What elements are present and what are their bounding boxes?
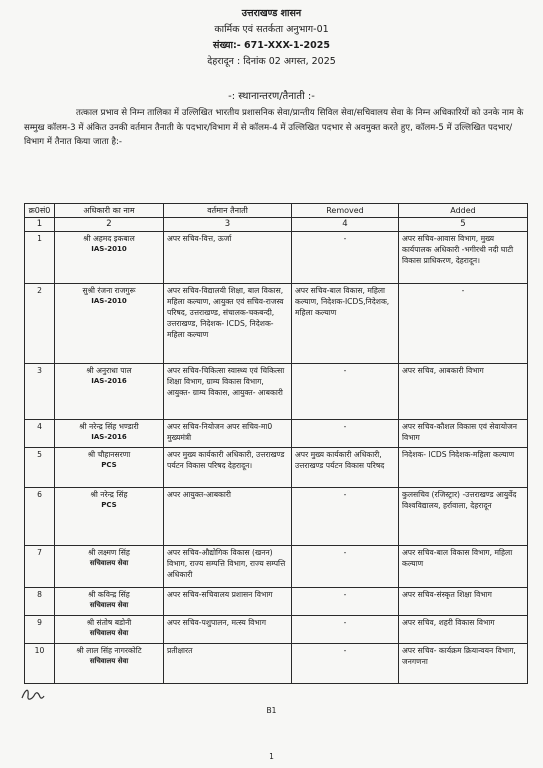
subject-line: -: स्थानान्तरण/तैनाती :- — [228, 91, 315, 102]
added-posting: - — [399, 284, 528, 364]
removed-posting: अपर सचिव-बाल विकास, महिला कल्याण, निदेशक-ICDS,निदेशक, महिला कल्याण — [292, 284, 399, 364]
officer-service: IAS-2010 — [91, 297, 127, 305]
row-sn: 5 — [25, 448, 55, 488]
officer-service: सचिवालय सेवा — [89, 601, 129, 609]
header-current: वर्तमान तैनाती — [164, 204, 292, 218]
current-posting: अपर सचिव-पशुपालन, मत्स्य विभाग — [164, 616, 292, 644]
header-added: Added — [399, 204, 528, 218]
officer-cell — [55, 588, 164, 616]
officer-name: श्री लक्ष्मण सिंह — [88, 548, 130, 557]
place-date: देहरादून : दिनांक 02 अगस्त, 2025 — [207, 56, 336, 67]
added-posting: अपर सचिव- कार्यक्रम क्रियान्वयन विभाग, जनगणना — [399, 644, 528, 684]
officer-cell — [55, 420, 164, 448]
current-posting: अपर मुख्य कार्यकारी अधिकारी, उत्तराखण्ड पर्यटन विकास परिषद देहरादून। — [164, 448, 292, 488]
row-sn: 1 — [25, 232, 55, 284]
officer-name: श्री कविन्द्र सिंह — [88, 590, 130, 599]
added-posting: अपर सचिव-कौशल विकास एवं सेवायोजन विभाग — [399, 420, 528, 448]
row-sn: 2 — [25, 284, 55, 364]
letterhead — [0, 6, 543, 70]
table-row — [25, 488, 528, 546]
government-title: उत्तराखण्ड शासन — [241, 8, 302, 19]
officer-name: श्री नरेन्द्र सिंह भण्डारी — [79, 422, 139, 431]
table-row — [25, 616, 528, 644]
removed-posting: - — [292, 232, 399, 284]
table-row — [25, 420, 528, 448]
officer-cell — [55, 488, 164, 546]
table-header-row — [25, 204, 528, 218]
current-posting: अपर सचिव-विद्यालयी शिक्षा, बाल विकास, महिला कल्याण, आयुक्त एवं सचिव-राजस्व परिषद, उत्तराखण्ड, संचालक-चकबन्दी, उत्तराखण्ड, निदेशक- ICDS, निदेशक- महिला कल्याण — [164, 284, 292, 364]
added-posting: अपर सचिव-आवास विभाग, मुख्य कार्यपालक अधिकारी -भगीरथी नदी घाटी विकास प्राधिकरण, देहरादून। — [399, 232, 528, 284]
current-posting: प्रतीक्षारत — [164, 644, 292, 684]
officer-service: सचिवालय सेवा — [89, 657, 129, 665]
officer-cell — [55, 284, 164, 364]
removed-posting: - — [292, 588, 399, 616]
removed-posting: - — [292, 616, 399, 644]
officer-name: सुश्री रंजना राजगुरू — [82, 286, 136, 295]
current-posting: अपर सचिव-वित्त, ऊर्जा — [164, 232, 292, 284]
intro-text: तत्काल प्रभाव से निम्न तालिका में उल्लिखित भारतीय प्रशासनिक सेवा/प्रान्तीय सिविल सेवा/सचिवालय सेवा के निम्न अधिकारियों को उनके नाम के सम्मुख कॉलम-3 में अंकित उनकी वर्तमान तैनाती के पदभार/विभाग में से कॉलम-4 में उल्लिखित पदभार से अवमुक्त करते हुए, कॉलम-5 में उल्लिखित पदभार/विभाग में तैनात किया जाता है:- — [24, 108, 524, 147]
officer-name: श्री लाल सिंह नागरकोटि — [76, 646, 142, 655]
column-number: 3 — [164, 218, 292, 232]
table-row — [25, 588, 528, 616]
row-sn: 3 — [25, 364, 55, 420]
column-number: 4 — [292, 218, 399, 232]
current-posting: अपर सचिव-औद्योगिक विकास (खनन) विभाग, राज्य सम्पत्ति विभाग, राज्य सम्पत्ति अधिकारी — [164, 546, 292, 588]
order-number: संख्या:- 671-XXX-1-2025 — [213, 40, 330, 51]
removed-posting: - — [292, 420, 399, 448]
officer-cell — [55, 448, 164, 488]
officer-name: श्री संतोष बडोनी — [86, 618, 132, 627]
table-row — [25, 448, 528, 488]
officer-name: श्री चौहानसरणा — [87, 450, 131, 459]
handwritten-initial — [20, 686, 46, 704]
removed-posting: - — [292, 644, 399, 684]
officer-service: PCS — [101, 461, 117, 469]
removed-posting: अपर मुख्य कार्यकारी अधिकारी, उत्तराखण्ड पर्यटन विकास परिषद — [292, 448, 399, 488]
row-sn: 6 — [25, 488, 55, 546]
officer-service: IAS-2016 — [91, 377, 127, 385]
added-posting: निदेशक- ICDS निदेशक-महिला कल्याण — [399, 448, 528, 488]
row-sn: 8 — [25, 588, 55, 616]
added-posting: कुलसचिव (रजिस्ट्रार) -उत्तराखण्ड आयुर्वेद विश्वविद्यालय, हर्रावाला, देहरादून — [399, 488, 528, 546]
header-removed: Removed — [292, 204, 399, 218]
current-posting: अपर आयुक्त-आबकारी — [164, 488, 292, 546]
added-posting: अपर सचिव-बाल विकास विभाग, महिला कल्याण — [399, 546, 528, 588]
current-posting: अपर सचिव-सचिवालय प्रशासन विभाग — [164, 588, 292, 616]
officer-name: श्री अहमद इकबाल — [83, 234, 135, 243]
added-posting: अपर सचिव, आबकारी विभाग — [399, 364, 528, 420]
row-sn: 10 — [25, 644, 55, 684]
column-number-row — [25, 218, 528, 232]
page-number: 1 — [269, 752, 274, 761]
row-sn: 4 — [25, 420, 55, 448]
officer-service: सचिवालय सेवा — [89, 559, 129, 567]
table-row — [25, 644, 528, 684]
table-row — [25, 284, 528, 364]
row-sn: 7 — [25, 546, 55, 588]
table-row — [25, 364, 528, 420]
officer-service: IAS-2010 — [91, 245, 127, 253]
officer-name: श्री नरेन्द्र सिंह — [90, 490, 128, 499]
header-sn: क्र0सं0 — [25, 204, 55, 218]
officer-cell — [55, 546, 164, 588]
table-row — [25, 232, 528, 284]
column-number: 1 — [25, 218, 55, 232]
removed-posting: - — [292, 364, 399, 420]
officer-name: श्री अनुराधा पाल — [86, 366, 132, 375]
added-posting: अपर सचिव-संस्कृत शिक्षा विभाग — [399, 588, 528, 616]
table-row — [25, 546, 528, 588]
officer-service: IAS-2016 — [91, 433, 127, 441]
current-posting: अपर सचिव-चिकित्सा स्वास्थ्य एवं चिकित्सा शिक्षा विभाग, ग्राम्य विकास विभाग, आयुक्त- ग्राम्य विकास, आयुक्त- आबकारी — [164, 364, 292, 420]
added-posting: अपर सचिव, शहरी विकास विभाग — [399, 616, 528, 644]
header-name: अधिकारी का नाम — [55, 204, 164, 218]
department-line: कार्मिक एवं सतर्कता अनुभाग-01 — [214, 24, 329, 35]
column-number: 5 — [399, 218, 528, 232]
officer-cell — [55, 232, 164, 284]
officer-cell — [55, 364, 164, 420]
removed-posting: - — [292, 488, 399, 546]
footer-mark: B1 — [266, 706, 277, 715]
removed-posting: - — [292, 546, 399, 588]
column-number: 2 — [55, 218, 164, 232]
intro-paragraph — [24, 106, 524, 150]
current-posting: अपर सचिव-नियोजन अपर सचिव-मा0 मुख्यमंत्री — [164, 420, 292, 448]
officer-cell — [55, 644, 164, 684]
officer-service: सचिवालय सेवा — [89, 629, 129, 637]
row-sn: 9 — [25, 616, 55, 644]
officer-cell — [55, 616, 164, 644]
transfer-table — [24, 203, 528, 684]
officer-service: PCS — [101, 501, 117, 509]
